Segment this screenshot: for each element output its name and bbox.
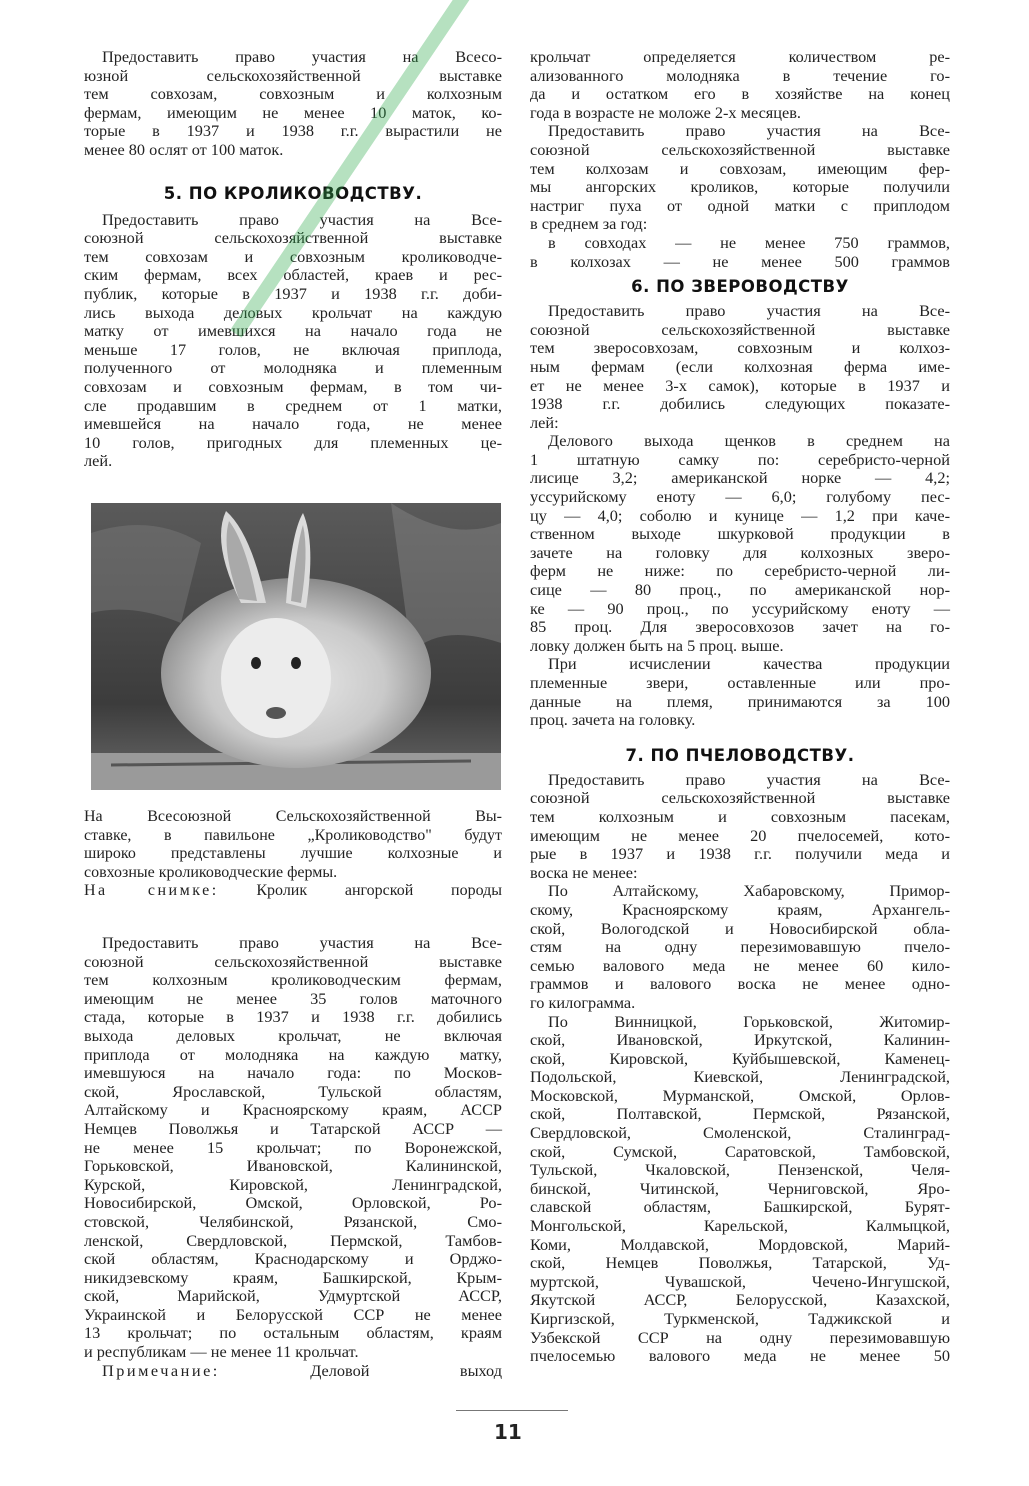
- text-line: не менее 15 крольчат; по Воронежской,: [84, 1137, 502, 1157]
- text-line: выхода деловых крольчат, не включая: [84, 1025, 502, 1045]
- text-line: Предоставить право участия на Всесо-: [102, 47, 502, 66]
- text-line: стям на одну перезимовавшую пчело-: [530, 937, 950, 957]
- text-line: Московской, Мурманской, Омской, Орлов-: [530, 1085, 950, 1105]
- caption-text: [84, 808, 502, 882]
- text-line: ставке, в павильоне „Кролиководство" будут: [84, 826, 502, 844]
- text-line: Узбекской ССР на одну перезимовавшую: [530, 1327, 950, 1347]
- text-line: 1 штатную самку по: серебристо-черной: [530, 449, 950, 469]
- text-line: сице — 80 проц., по американской нор-: [530, 580, 950, 600]
- text-line: Предоставить право участия на Все-: [548, 121, 950, 141]
- text-line: При исчислении качества продукции: [548, 654, 950, 674]
- text-line: ской, Немцев Поволжья, Татарской, Уд-: [530, 1253, 950, 1273]
- right-paragraph-7: [530, 882, 950, 1012]
- text-line: союзной сельскохозяйственной выставке: [84, 228, 502, 248]
- text-line: пчелосемью валового меда не менее 50: [530, 1346, 950, 1366]
- note-text: Деловой выход: [310, 1360, 502, 1380]
- text-line: фермам, имеющим не менее 10 маток, ко-: [84, 102, 502, 122]
- text-line: ской, Кировской, Куйбышевской, Каменец-: [530, 1048, 950, 1068]
- text-line: ской, Полтавской, Пермской, Рязанской,: [530, 1104, 950, 1124]
- text-line: союзной сельскохозяйственной выставке: [530, 788, 950, 808]
- text-line: Предоставить право участия на Все-: [548, 301, 950, 321]
- text-line: Киргизской, Туркменской, Таджикской и: [530, 1309, 950, 1328]
- photo-caption: [84, 808, 502, 901]
- text-line: 1938 г.г. добились следующих показате-: [530, 394, 950, 414]
- text-line: в колхозах — не менее 500 граммов: [530, 251, 950, 271]
- text-line: Якутской АССР, Белорусской, Казахской,: [530, 1290, 950, 1310]
- text-line: матку от имевшихся на начало года не: [84, 321, 502, 341]
- text-line: Предоставить право участия на Все-: [102, 933, 502, 952]
- text-line: лей:: [530, 412, 559, 432]
- text-line: лей.: [84, 451, 113, 471]
- text-line: воска не менее:: [530, 862, 638, 882]
- text-line: ской, Ивановской, Иркутской, Калинин-: [530, 1030, 950, 1050]
- text-line: тем зверосовхозам, совхозным и колхоз-: [530, 338, 950, 358]
- text-line: ской, Вологодской и Новосибирской обла-: [530, 918, 950, 938]
- text-line: союзной сельскохозяйственной выставке: [84, 951, 502, 971]
- angora-rabbit-photo: [91, 503, 501, 790]
- text-line: По Алтайскому, Хабаровскому, Примор-: [548, 881, 950, 901]
- text-line: семью валового меда не менее 60 кило-: [530, 955, 950, 975]
- text-line: ным фермам (если колхозная ферма име-: [530, 356, 950, 376]
- text-line: полученного от молодняка и племенным: [84, 358, 502, 378]
- note-line: [84, 1362, 502, 1381]
- right-paragraph-4: [530, 432, 950, 655]
- note-label: Примечание:: [102, 1360, 220, 1380]
- right-paragraph-2: [530, 122, 950, 234]
- caption-on-photo: [84, 882, 502, 901]
- text-line: тем совхозам и совхозным кролиководче-: [84, 246, 502, 266]
- text-line: тем совхозам, совхозным и колхозным: [84, 84, 502, 104]
- text-line: граммов и валового воска не менее одно-: [530, 974, 950, 994]
- text-line: На Всесоюзной Сельскохозяйственной Вы-: [84, 808, 502, 825]
- text-line: мы ангорских кроликов, которые получили: [530, 177, 950, 197]
- text-line: цу — 4,0; соболю и кунице — 1,2 при каче-: [530, 505, 950, 525]
- text-line: Делового выхода щенков в среднем на: [548, 431, 950, 451]
- text-line: ским фермам, всех областей, краев и рес-: [84, 265, 502, 285]
- text-line: ской, Сумской, Саратовской, Тамбовской,: [530, 1141, 950, 1161]
- left-paragraph-3: [84, 934, 502, 1362]
- text-line: Тульской, Чкаловской, Пензенской, Челя-: [530, 1160, 950, 1180]
- text-line: лись выхода деловых крольчат на каждую: [84, 302, 502, 322]
- text-line: Коми, Молдавской, Мордовской, Марий-: [530, 1234, 950, 1254]
- text-line: крольчат определяется количеством ре-: [530, 47, 950, 66]
- text-line: торые в 1937 и 1938 г.г. вырастили не: [84, 121, 502, 141]
- text-line: ализованного молодняка в течение го-: [530, 65, 950, 85]
- text-line: 85 проц. Для зверосовхозов зачет на го-: [530, 617, 950, 637]
- text-line: Горьковской, Ивановской, Калининской,: [84, 1156, 502, 1176]
- text-line: ской, Марийской, Удмуртской АССР,: [84, 1286, 502, 1306]
- text-line: меньше 17 голов, не включая приплода,: [84, 339, 502, 359]
- right-paragraph-2-items: [530, 234, 950, 271]
- text-line: ственном выходе шкурковой продукции в: [530, 524, 950, 544]
- text-line: славской областям, Башкирской, Бурят-: [530, 1197, 950, 1217]
- page-number: 11: [494, 1420, 522, 1444]
- right-paragraph-8: [530, 1013, 950, 1366]
- text-line: ской областям, Краснодарскому и Орджо-: [84, 1249, 502, 1269]
- right-paragraph-6: [530, 771, 950, 883]
- text-line: ской, Ярославской, Тульской областям,: [84, 1081, 502, 1101]
- text-line: в совходах — не менее 750 граммов,: [548, 232, 950, 252]
- text-line: имевшуюся на начало года: по Москов-: [84, 1063, 502, 1083]
- rabbit-image: [91, 503, 501, 790]
- text-line: стада, которые в 1937 и 1938 г.г. добились: [84, 1007, 502, 1027]
- text-line: уссурийскому еноту — 6,0; голубому пес-: [530, 487, 950, 507]
- text-line: никидзевскому краям, Башкирской, Крым-: [84, 1267, 502, 1287]
- text-line: Предоставить право участия на Все-: [548, 769, 950, 789]
- text-line: проц. зачета на головку.: [530, 710, 696, 730]
- text-line: Свердловской, Смоленской, Сталинград-: [530, 1123, 950, 1143]
- text-line: да и остатком его в хозяйстве на конец: [530, 84, 950, 104]
- text-line: менее 80 ослят от 100 маток.: [84, 139, 284, 159]
- text-line: Курской, Кировской, Ленинградской,: [84, 1174, 502, 1194]
- text-line: ленской, Свердловской, Пермской, Тамбов-: [84, 1230, 502, 1250]
- text-line: ет не менее 3-х самок), которые в 1937 и: [530, 375, 950, 395]
- text-line: рые в 1937 и 1938 г.г. получили меда и: [530, 844, 950, 864]
- text-line: Подольской, Киевской, Ленинградской,: [530, 1067, 950, 1087]
- text-line: муртской, Чувашской, Чечено-Ингушской,: [530, 1271, 950, 1291]
- text-line: тем колхозам и совхозам, имеющим фер-: [530, 158, 950, 178]
- section-heading-7: 7. ПО ПЧЕЛОВОДСТВУ.: [625, 745, 855, 765]
- text-line: тем колхозным кролиководческим фермам,: [84, 970, 502, 990]
- text-line: 13 крольчат; по остальным областям, краям: [84, 1323, 502, 1343]
- text-line: скому, Красноярскому краям, Архангель-: [530, 899, 950, 919]
- text-line: 10 голов, пригодных для племенных це-: [84, 432, 502, 452]
- text-line: года в возрасте не моложе 2-х месяцев.: [530, 102, 801, 122]
- text-line: данные на племя, принимаются за 100: [530, 691, 950, 711]
- text-line: Новосибирской, Омской, Орловской, Ро-: [84, 1193, 502, 1213]
- text-line: приплода от молодняка на каждую матку,: [84, 1044, 502, 1064]
- text-line: ловку должен быть на 5 проц. выше.: [530, 635, 784, 655]
- text-line: союзной сельскохозяйственной выставке: [530, 319, 950, 339]
- caption-label: На снимке:: [84, 882, 219, 900]
- right-paragraph-5: [530, 655, 950, 729]
- text-line: союзной сельскохозяйственной выставке: [530, 139, 950, 159]
- text-line: и республикам — не менее 11 крольчат.: [84, 1342, 359, 1362]
- text-line: имеющим не менее 20 пчелосемей, кото-: [530, 825, 950, 845]
- text-line: лисице 3,2; американской норке — 4,2;: [530, 468, 950, 488]
- text-line: в среднем за год:: [530, 214, 648, 234]
- caption-description: Кролик ангорской породы: [256, 882, 502, 900]
- text-line: зачете на головку для колхозных зверо-: [530, 542, 950, 562]
- footer-rule: [456, 1410, 568, 1411]
- text-line: сле продавшим в среднем от 1 матки,: [84, 395, 502, 415]
- right-paragraph-1: [530, 48, 950, 122]
- text-line: имеющим не менее 35 голов маточного: [84, 988, 502, 1008]
- text-line: публик, которые в 1937 и 1938 г.г. доби-: [84, 283, 502, 303]
- text-line: бинской, Читинской, Черниговской, Яро-: [530, 1178, 950, 1198]
- text-line: тем колхозным и совхозным пасекам,: [530, 806, 950, 826]
- right-column: [530, 48, 950, 1366]
- text-line: юзной сельскохозяйственной выставке: [84, 65, 502, 85]
- text-line: имевшейся на начало года, не менее: [84, 414, 502, 434]
- text-line: Немцев Поволжья и Татарской АССР —: [84, 1118, 502, 1138]
- text-line: Украинской и Белорусской ССР не менее: [84, 1304, 502, 1324]
- text-line: ке — 90 проц., по уссурийскому еноту —: [530, 598, 950, 618]
- text-line: совхозам и совхозным фермам, в том чи-: [84, 376, 502, 396]
- text-line: совхозные кролиководческие фермы.: [84, 863, 338, 881]
- left-paragraph-1: [84, 48, 502, 160]
- right-paragraph-3: [530, 302, 950, 432]
- text-line: широко представлены лучшие колхозные и: [84, 845, 502, 863]
- text-line: го килограмма.: [530, 992, 636, 1012]
- text-line: Алтайскому и Красноярскому краям, АССР: [84, 1100, 502, 1120]
- section-heading-6: 6. ПО ЗВЕРОВОДСТВУ: [631, 277, 849, 297]
- text-line: Монгольской, Карельской, Калмыцкой,: [530, 1216, 950, 1236]
- text-line: ферм не ниже: по серебристо-черной ли-: [530, 561, 950, 581]
- section-heading-5: 5. ПО КРОЛИКОВОДСТВУ.: [163, 183, 423, 203]
- text-line: стовской, Челябинской, Рязанской, Смо-: [84, 1211, 502, 1231]
- text-line: По Винницкой, Горьковской, Житомир-: [548, 1011, 950, 1031]
- left-column-lower: [84, 934, 502, 1380]
- text-line: настриг пуха от одной матки с приплодом: [530, 195, 950, 215]
- text-line: Предоставить право участия на Все-: [102, 209, 502, 229]
- text-line: племенные звери, оставленные или про-: [530, 673, 950, 692]
